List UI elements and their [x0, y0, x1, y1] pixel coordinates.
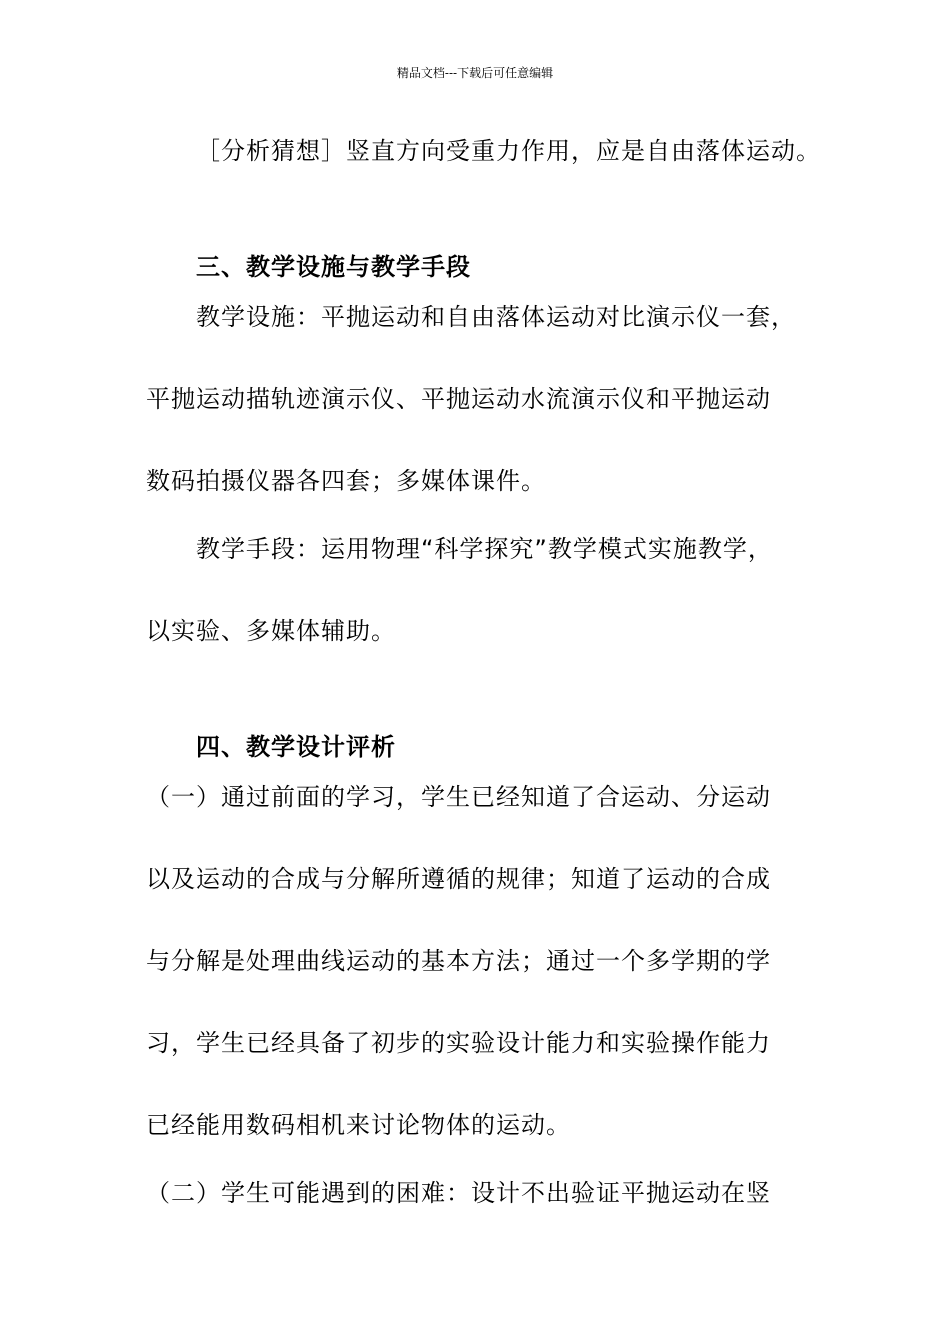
- section-heading-4: 四、教学设计评析: [196, 733, 396, 761]
- paragraph-analysis-1-line-3: 与分解是处理曲线运动的基本方法；通过一个多学期的学: [146, 947, 771, 975]
- page-header: 精品文档---下载后可任意编辑: [396, 66, 554, 80]
- paragraph-analysis-1-line-1: （一）通过前面的学习，学生已经知道了合运动、分运动: [146, 783, 771, 811]
- paragraph-analysis-guess: ［分析猜想］竖直方向受重力作用，应是自由落体运动。: [196, 137, 821, 165]
- paragraph-analysis-1-line-2: 以及运动的合成与分解所遵循的规律；知道了运动的合成: [146, 865, 771, 893]
- section-heading-3: 三、教学设施与教学手段: [196, 253, 471, 281]
- paragraph-analysis-1-line-5: 已经能用数码相机来讨论物体的运动。: [146, 1111, 571, 1139]
- paragraph-facilities-line-1: 教学设施：平抛运动和自由落体运动对比演示仪一套，: [196, 303, 796, 331]
- paragraph-analysis-1-line-4: 习，学生已经具备了初步的实验设计能力和实验操作能力: [146, 1029, 771, 1057]
- paragraph-facilities-line-3: 数码拍摄仪器各四套；多媒体课件。: [146, 467, 546, 495]
- paragraph-methods-line-2: 以实验、多媒体辅助。: [146, 617, 396, 645]
- paragraph-analysis-2-line-1: （二）学生可能遇到的困难：设计不出验证平抛运动在竖: [146, 1179, 771, 1207]
- paragraph-facilities-line-2: 平抛运动描轨迹演示仪、平抛运动水流演示仪和平抛运动: [146, 385, 771, 413]
- paragraph-methods-line-1: 教学手段：运用物理“科学探究”教学模式实施教学，: [196, 535, 773, 563]
